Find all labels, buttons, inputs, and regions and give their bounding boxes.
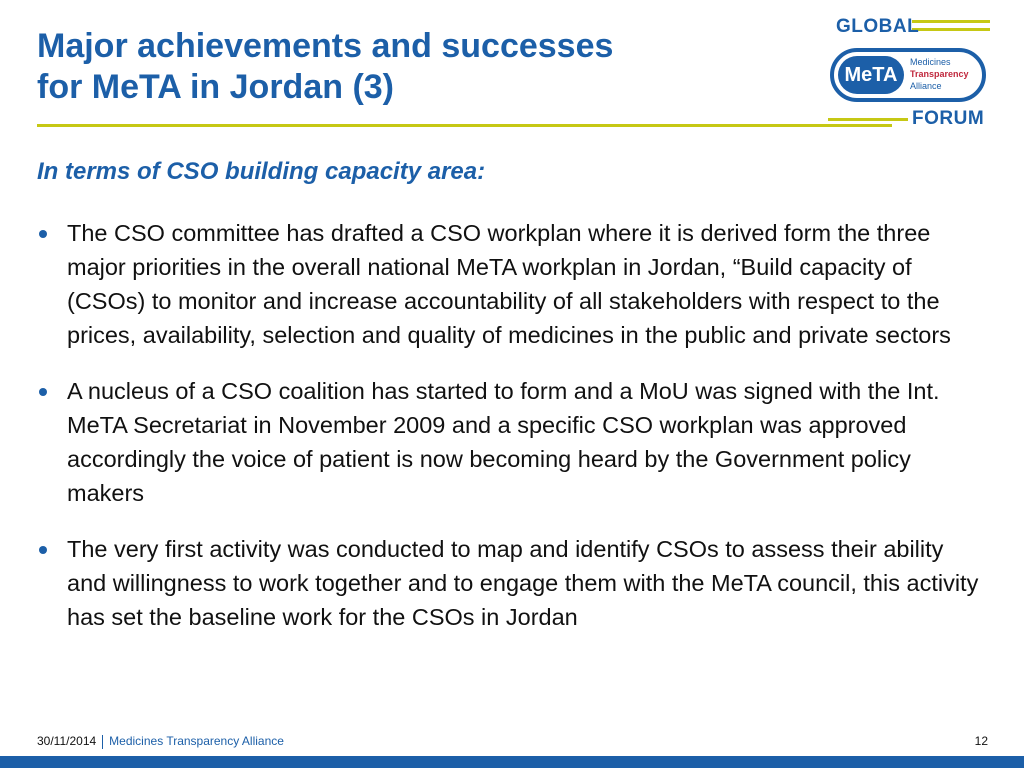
page-number: 12	[974, 734, 988, 748]
logo-accent-line	[828, 118, 908, 121]
slide-title-line2: for MeTA in Jordan (3)	[37, 68, 394, 106]
bullet-dot-icon	[39, 388, 47, 396]
bullet-item	[37, 216, 982, 352]
logo-tagline	[910, 56, 969, 92]
slide-title	[37, 26, 797, 108]
logo-global-text: GLOBAL	[836, 16, 920, 37]
bullet-text: The CSO committee has drafted a CSO workplan where it is derived form the three major priorities in the overall national MeTA workplan in Jordan, “Build capacity of (CSOs) to monitor and increase accountability of all stakeholders with respect to the prices, availability, selection and quality of medicines in the public and private sectors	[67, 220, 951, 348]
logo-meta-text: MeTA	[838, 56, 904, 94]
bullet-dot-icon	[39, 230, 47, 238]
logo-tagline-line3: Alliance	[910, 81, 942, 91]
footer-separator	[102, 735, 103, 749]
bullet-item	[37, 374, 982, 510]
bottom-bar	[0, 756, 1024, 768]
footer	[37, 734, 284, 749]
logo-tagline-line1: Medicines	[910, 57, 951, 67]
bullet-item	[37, 532, 982, 634]
logo-tagline-line2: Transparency	[910, 69, 969, 79]
logo-forum-text: FORUM	[912, 108, 985, 129]
slide-title-line1: Major achievements and successes	[37, 27, 614, 65]
title-divider	[37, 124, 892, 127]
bullet-text: A nucleus of a CSO coalition has started to form and a MoU was signed with the Int. MeTA Secretariat in November 2009 and a specific CSO workplan was approved accordingly the voice of patient is now becoming heard by the Government policy makers	[67, 378, 940, 506]
bullet-dot-icon	[39, 546, 47, 554]
section-subtitle: In terms of CSO building capacity area:	[37, 158, 486, 185]
bullet-list	[37, 216, 982, 634]
footer-date: 30/11/2014	[37, 734, 97, 748]
bullet-text: The very first activity was conducted to map and identify CSOs to assess their ability and willingness to work together and to engage them with the MeTA council, this activity has set the baseline work for the CSOs in Jordan	[67, 536, 979, 630]
global-meta-forum-logo	[828, 14, 998, 132]
logo-pill	[830, 48, 986, 102]
logo-accent-line	[912, 28, 990, 31]
footer-organization: Medicines Transparency Alliance	[109, 734, 284, 748]
logo-accent-line	[912, 20, 990, 23]
